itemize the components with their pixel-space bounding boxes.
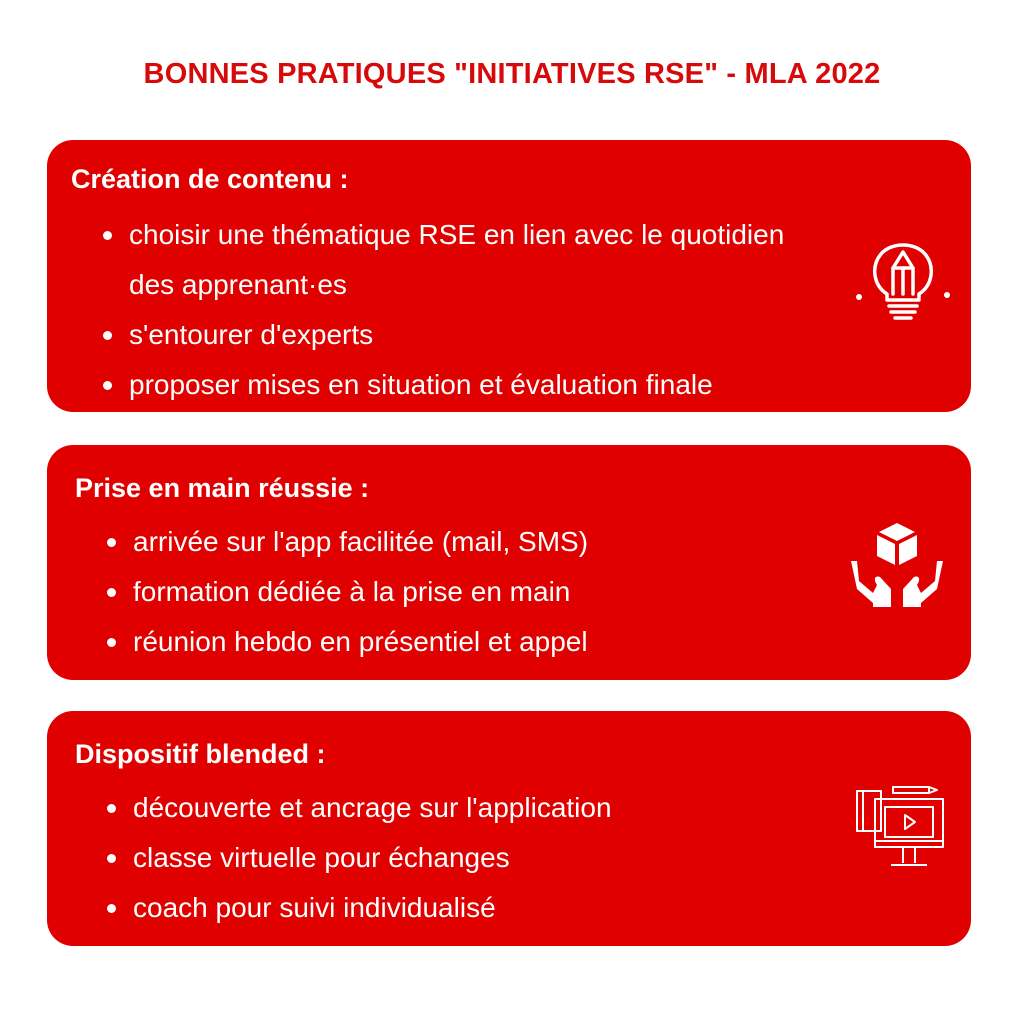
list-item: choisir une thématique RSE en lien avec le quotidien des apprenant·es <box>99 210 809 310</box>
bullet-list <box>103 783 893 933</box>
card-title: Création de contenu : <box>71 164 349 194</box>
bullet-list <box>103 517 893 667</box>
bullet-list <box>99 210 889 410</box>
list-item: réunion hebdo en présentiel et appel <box>103 617 893 667</box>
card-dispositif-blended <box>47 711 971 946</box>
list-item: formation dédiée à la prise en main <box>103 567 893 617</box>
list-item: proposer mises en situation et évaluation finale <box>99 360 889 410</box>
card-title: Dispositif blended : <box>75 739 326 769</box>
hands-holding-box-icon <box>847 519 947 609</box>
list-item: s'entourer d'experts <box>99 310 889 360</box>
list-item: arrivée sur l'app facilitée (mail, SMS) <box>103 517 893 567</box>
card-creation-contenu <box>47 140 971 412</box>
card-prise-en-main <box>47 445 971 680</box>
monitor-video-book-icon <box>853 785 948 875</box>
lightbulb-pencil-icon <box>853 230 953 330</box>
page-title: BONNES PRATIQUES "INITIATIVES RSE" - MLA 2022 <box>143 58 881 90</box>
list-item: découverte et ancrage sur l'application <box>103 783 893 833</box>
list-item: classe virtuelle pour échanges <box>103 833 893 883</box>
card-title: Prise en main réussie : <box>75 473 370 503</box>
list-item: coach pour suivi individualisé <box>103 883 893 933</box>
